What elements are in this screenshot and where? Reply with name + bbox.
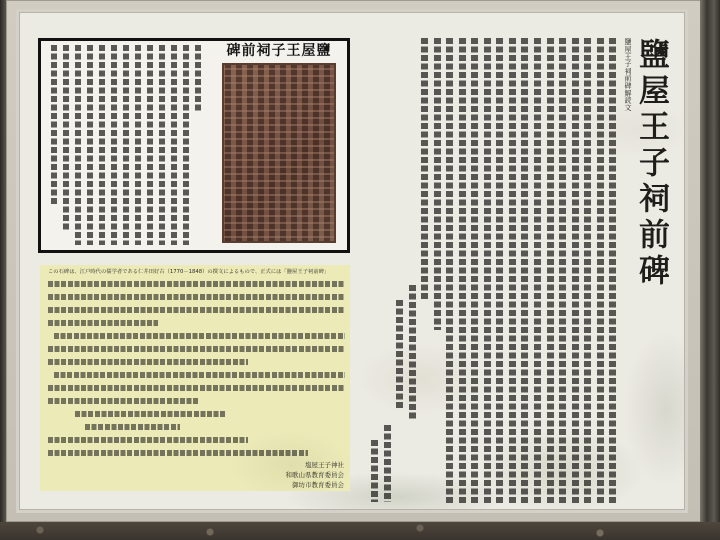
- body-text-column: [609, 38, 616, 505]
- body-text-column: [597, 38, 604, 505]
- notice-text-line: [48, 398, 198, 404]
- body-text-column: [484, 38, 491, 505]
- body-text-column: [584, 38, 591, 505]
- inscription-text-column: [123, 45, 129, 245]
- ground: [0, 522, 720, 540]
- body-text-column: [459, 38, 466, 505]
- notice-text-line: [48, 320, 158, 326]
- inscription-text-column: [171, 45, 177, 245]
- notice-line: この石碑は、江戸時代の儒学者である仁井田好古（1770－1848）の撰文によるもので、正式には「鹽屋王子祠前碑」: [48, 269, 330, 275]
- notice-text-line: [54, 333, 345, 339]
- body-text-column: [396, 300, 403, 410]
- body-text-column: [534, 38, 541, 505]
- body-heading: 鹽屋王子祠前碑解読文: [624, 38, 632, 111]
- inscription-text-column: [159, 45, 165, 245]
- body-text-column: [496, 38, 503, 505]
- signature-prefecture-board: 和歌山県教育委員会: [285, 471, 344, 479]
- inscription-text-column: [135, 45, 141, 245]
- inscription-text-column: [63, 45, 69, 230]
- notice-text-line: [48, 281, 345, 287]
- notice-text-line: [54, 372, 345, 378]
- signature-city-board: 御坊市教育委員会: [292, 481, 344, 489]
- body-text-column: [471, 38, 478, 505]
- body-text-column: [421, 38, 428, 300]
- stone-rubbing-image: [222, 63, 336, 243]
- inscription-text-column: [87, 45, 93, 245]
- inscription-text-column: [147, 45, 153, 245]
- board-title: 鹽屋王子祠前碑: [633, 38, 669, 290]
- inscription-text-column: [75, 45, 81, 245]
- signature-shrine: 塩屋王子神社: [305, 461, 344, 469]
- notice-text-line: [48, 359, 248, 365]
- inscription-text-column: [51, 45, 57, 205]
- body-text-column: [509, 38, 516, 505]
- body-text-column: [547, 38, 554, 505]
- body-text-column: [371, 440, 378, 502]
- signboard-panel: [16, 9, 688, 513]
- body-text-column: [572, 38, 579, 505]
- body-text-column: [434, 38, 441, 330]
- rubbing-caption: 鹽屋王子祠前碑: [226, 43, 332, 59]
- notice-text-line: [48, 346, 345, 352]
- inscription-text-column: [99, 45, 105, 245]
- body-text-column: [409, 285, 416, 420]
- body-text-column: [384, 425, 391, 502]
- notice-text-line: [48, 450, 308, 456]
- notice-text-line: [48, 385, 345, 391]
- body-text-column: [446, 38, 453, 505]
- inscription-text-column: [195, 45, 201, 112]
- inscription-text-column: [111, 45, 117, 245]
- notice-text-line: [48, 437, 248, 443]
- notice-text-line: [85, 424, 180, 430]
- inscription-text-column: [183, 45, 189, 245]
- body-text-column: [559, 38, 566, 505]
- body-text-column: [521, 38, 528, 505]
- inscription-inset: [38, 38, 350, 253]
- notice-text-line: [48, 307, 345, 313]
- notice-text-line: [48, 294, 345, 300]
- notice-text-line: [75, 411, 225, 417]
- explanation-panel: [40, 265, 350, 491]
- frame-edge: [700, 0, 720, 540]
